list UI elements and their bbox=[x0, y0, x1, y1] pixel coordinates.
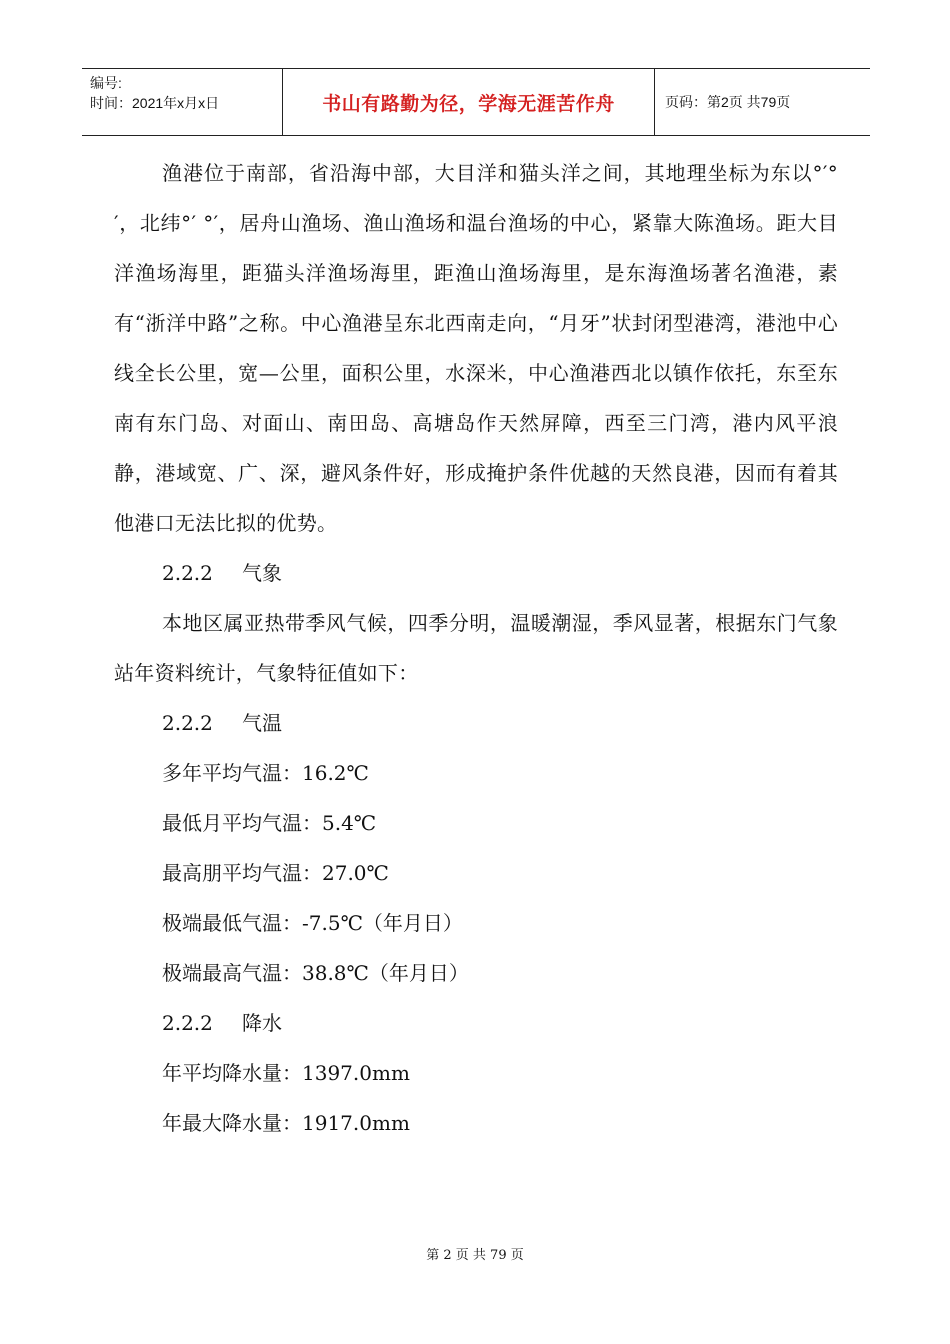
section-title: 气温 bbox=[242, 711, 282, 735]
temp-extreme-max: 极端最高气温：38.8℃（年月日） bbox=[162, 961, 469, 985]
page-footer: 第 2 页 共 79 页 bbox=[426, 1248, 524, 1263]
section-number: 2.2.2 bbox=[162, 561, 213, 585]
section-title: 降水 bbox=[242, 1011, 282, 1035]
document-body bbox=[114, 148, 838, 1148]
header-page-info: 页码：第2页 共79页 bbox=[665, 94, 791, 110]
section-heading-weather bbox=[114, 548, 838, 598]
header-meta bbox=[82, 69, 283, 135]
header-time: 时间：2021年x月x日 bbox=[90, 95, 220, 111]
header-motto: 书山有路勤为径，学海无涯苦作舟 bbox=[283, 69, 655, 135]
header-number: 编号: bbox=[90, 75, 122, 91]
rain-max: 年最大降水量：1917.0mm bbox=[162, 1111, 410, 1135]
temp-extreme-min: 极端最低气温：-7.5℃（年月日） bbox=[162, 911, 463, 935]
section-number: 2.2.2 bbox=[162, 711, 213, 735]
temp-min-month: 最低月平均气温：5.4℃ bbox=[162, 811, 377, 835]
section-number: 2.2.2 bbox=[162, 1011, 213, 1035]
section-heading-precipitation bbox=[114, 998, 838, 1048]
paragraph-location: 渔港位于南部，省沿海中部，大目洋和猫头洋之间，其地理坐标为东以°′°′，北纬°′ °′，居舟山渔场、渔山渔场和温台渔场的中心，紧靠大陈渔场。距大目洋渔场海里，距猫头洋渔场海里，距渔山渔场海里，是东海渔场著名渔港，素有“浙洋中路”之称。中心渔港呈东北西南走向，“月牙”状封闭型港湾，港池中心线全长公里，宽—公里，面积公里，水深米，中心渔港西北以镇作依托，东至东南有东门岛、对面山、南田岛、高塘岛作天然屏障，西至三门湾，港内风平浪静，港域宽、广、深，避风条件好，形成掩护条件优越的天然良港，因而有着其他港口无法比拟的优势。 bbox=[114, 161, 838, 535]
section-title: 气象 bbox=[242, 561, 282, 585]
section-heading-temperature bbox=[114, 698, 838, 748]
paragraph-climate: 本地区属亚热带季风气候，四季分明，温暖潮湿，季风显著，根据东门气象站年资料统计，气象特征值如下： bbox=[114, 611, 838, 685]
temp-average: 多年平均气温：16.2℃ bbox=[162, 761, 369, 785]
page-header bbox=[82, 68, 870, 136]
temp-max-month: 最高朋平均气温：27.0℃ bbox=[162, 861, 389, 885]
rain-average: 年平均降水量：1397.0mm bbox=[162, 1061, 410, 1085]
